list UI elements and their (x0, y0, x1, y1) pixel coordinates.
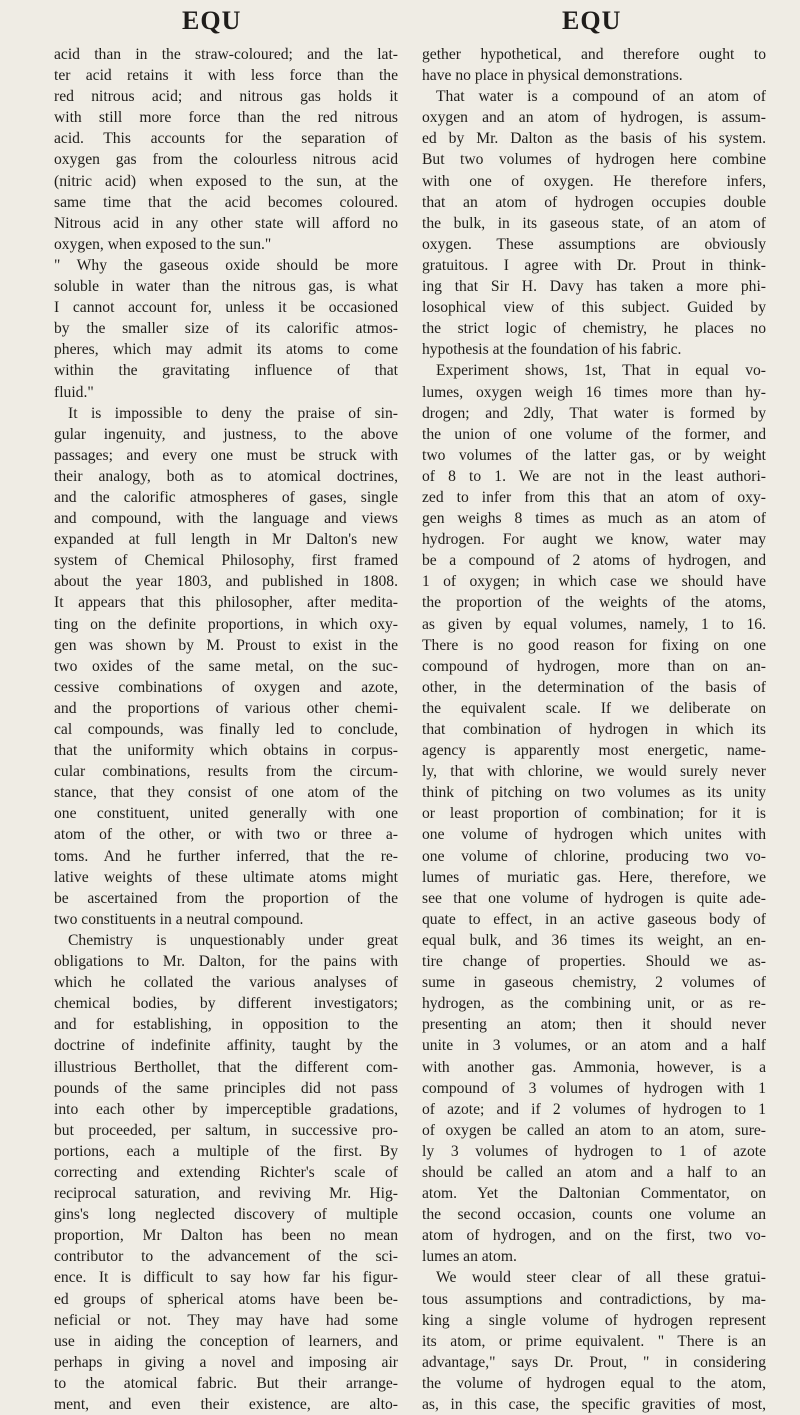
text-line: the volume of hydrogen equal to the atom, (422, 1374, 766, 1392)
text-line: gins's long neglected discovery of multiple (54, 1206, 398, 1224)
text-line: ting on the definite proportions, in which oxy- (54, 615, 398, 633)
text-line: one volume of chlorine, producing two vo- (422, 847, 766, 865)
text-line: king a single volume of hydrogen represent (422, 1311, 766, 1329)
text-line: have no place in physical demonstrations. (422, 67, 683, 85)
text-line: hydrogen. For aught we know, water may (422, 531, 766, 549)
text-line: by the smaller size of its calorific atmos- (54, 320, 398, 338)
text-line: two oxides of the same metal, on the suc- (54, 657, 398, 675)
text-line: Chemistry is unquestionably under great (68, 931, 398, 949)
text-line: and compound, with the language and views (54, 510, 398, 528)
text-line: gen was shown by M. Proust to exist in the (54, 636, 398, 654)
text-line: of azote; and if 2 volumes of hydrogen to 1 (422, 1100, 766, 1118)
text-line: agency is apparently most energetic, name- (422, 742, 766, 760)
text-line: or least proportion of combination; for it is (422, 805, 766, 823)
text-line: same time that the acid becomes coloured. (54, 193, 398, 211)
left-column (54, 44, 398, 1415)
text-line: fluid." (54, 383, 94, 401)
text-line: losophical view of this subject. Guided by (422, 299, 766, 317)
text-line: which he collated the various analyses of (54, 974, 398, 992)
text-line: portions, each a multiple of the first. By (54, 1142, 398, 1160)
text-line: oxygen, when exposed to the sun." (54, 235, 272, 253)
text-line: equal bulk, and 36 times its weight, an en- (422, 931, 766, 949)
text-line: one volume of hydrogen which unites with (422, 826, 766, 844)
text-line: oxygen and an atom of hydrogen, is assum- (422, 109, 766, 127)
text-line: cessive combinations of oxygen and azote, (54, 678, 398, 696)
text-line: pheres, which may admit its atoms to come (54, 341, 398, 359)
text-line: the equivalent scale. If we deliberate on (422, 699, 766, 717)
header-right: EQU (562, 6, 622, 35)
text-line: drogen; and 2dly, That water is formed by (422, 404, 766, 422)
text-line: see that one volume of hydrogen is quite ade- (422, 889, 766, 907)
text-line: atom. Yet the Daltonian Commentator, on (422, 1185, 766, 1203)
text-line: ly 3 volumes of hydrogen to 1 of azote (422, 1142, 766, 1160)
text-line: system of Chemical Philosophy, first framed (54, 552, 398, 570)
text-line: lative weights of these ultimate atoms might (54, 868, 398, 886)
text-line: and the calorific atmospheres of gases, single (54, 488, 398, 506)
text-line: within the gravitating influence of that (54, 362, 398, 380)
text-line: zed to infer from this that an atom of oxy- (422, 488, 766, 506)
text-line: the strict logic of chemistry, he places no (422, 320, 766, 338)
text-line: be a compound of 2 atoms of hydrogen, and (422, 552, 766, 570)
text-line: That water is a compound of an atom of (436, 88, 766, 106)
text-line: lumes, oxygen weigh 16 times more than hy- (422, 383, 766, 401)
text-line: oxygen. These assumptions are obviously (422, 235, 766, 253)
text-line: contributor to the advancement of the sci- (54, 1248, 398, 1266)
text-line: ter acid retains it with less force than the (54, 67, 398, 85)
text-line: with another gas. Ammonia, however, is a (422, 1058, 766, 1076)
text-line: perhaps in giving a novel and imposing air (54, 1353, 398, 1371)
header-left: EQU (182, 6, 242, 35)
text-line: compound of 3 volumes of hydrogen with 1 (422, 1079, 766, 1097)
text-line: to the atomical fabric. But their arrange- (54, 1374, 398, 1392)
text-line: proportion, Mr Dalton has been no mean (54, 1227, 398, 1245)
right-column (422, 44, 766, 1415)
text-line: obligations to Mr. Dalton, for the pains with (54, 953, 398, 971)
text-line: But two volumes of hydrogen here combine (422, 151, 766, 169)
text-line: lumes of muriatic gas. Here, therefore, we (422, 868, 766, 886)
text-line: with one of oxygen. He therefore infers, (422, 172, 766, 190)
text-line: soluble in water than the nitrous gas, is what (54, 278, 398, 296)
text-line: advantage," says Dr. Prout, " in considering (422, 1353, 766, 1371)
text-line: It is impossible to deny the praise of sin- (68, 404, 398, 422)
text-line: atom of hydrogen, and on the first, two vo- (422, 1227, 766, 1245)
text-line: 1 of oxygen; in which case we should have (422, 573, 766, 591)
text-line: oxygen gas from the colourless nitrous acid (54, 151, 398, 169)
text-line: gular ingenuity, and justness, to the above (54, 425, 398, 443)
text-line: but proceeded, per saltum, in successive pro- (54, 1121, 398, 1139)
text-line: other, in the determination of the basis of (422, 678, 766, 696)
text-line: reciprocal saturation, and reviving Mr. Hig- (54, 1185, 398, 1203)
text-line: the second occasion, counts one volume an (422, 1206, 766, 1224)
text-line: about the year 1803, and published in 1808. (54, 573, 398, 591)
text-line: that an atom of hydrogen occupies double (422, 193, 766, 211)
text-line: and the proportions of various other chemi- (54, 699, 398, 717)
text-line: illustrious Berthollet, that the different com- (54, 1058, 398, 1076)
text-line: lumes an atom. (422, 1248, 517, 1266)
text-line: It appears that this philosopher, after medita- (54, 594, 398, 612)
text-line: Nitrous acid in any other state will afford no (54, 214, 398, 232)
text-line: passages; and every one must be struck with (54, 446, 398, 464)
text-line: as, in this case, the specific gravities of most, (422, 1396, 766, 1413)
text-line: gether hypothetical, and therefore ought to (422, 46, 766, 63)
text-line: There is no good reason for fixing on one (422, 636, 766, 654)
text-line: compound of hydrogen, more than on an- (422, 657, 766, 675)
text-line: ing that Sir H. Davy has taken a more phi- (422, 278, 766, 296)
text-line: atom of the other, or with two or three a- (54, 826, 398, 844)
text-line: hydrogen, as the combining unit, or as re- (422, 995, 766, 1013)
text-line: unite in 3 volumes, or an atom and a half (422, 1037, 766, 1055)
text-line: Experiment shows, 1st, That in equal vo- (436, 362, 766, 380)
text-line: pounds of the same principles did not pass (54, 1079, 398, 1097)
text-line: doctrine of indefinite affinity, taught by the (54, 1037, 398, 1055)
text-line: their analogy, both as to atomical doctrines, (54, 467, 398, 485)
text-line: two constituents in a neutral compound. (54, 910, 304, 928)
text-line: into each other by imperceptible gradations, (54, 1100, 398, 1118)
text-line: ence. It is difficult to say how far his figur- (54, 1269, 398, 1287)
text-line: hypothesis at the foundation of his fabric. (422, 341, 682, 359)
text-line: acid. This accounts for the separation of (54, 130, 398, 148)
text-line: cular combinations, results from the circum- (54, 763, 398, 781)
text-line: think of pitching on two volumes as its unity (422, 784, 766, 802)
text-line: presenting an atom; then it should never (422, 1016, 766, 1034)
text-line: ed groups of spherical atoms have been be- (54, 1290, 398, 1308)
text-line: ly, that with chlorine, we would surely never (422, 763, 766, 781)
text-line: gen weighs 8 times as much as an atom of (422, 510, 766, 528)
text-line: two volumes of the latter gas, or by weight (422, 446, 766, 464)
text-line: use in aiding the conception of learners, and (54, 1332, 398, 1350)
text-line: toms. And he further inferred, that the re- (54, 847, 398, 865)
text-line: We would steer clear of all these gratui- (436, 1269, 766, 1287)
text-line: tous assumptions and contradictions, by ma- (422, 1290, 766, 1308)
text-line: should be called an atom and a half to an (422, 1163, 766, 1181)
text-line: as given by equal volumes, namely, 1 to 16. (422, 615, 766, 633)
text-line: one constituent, united generally with one (54, 805, 398, 823)
text-line: neficial or not. They may have had some (54, 1311, 398, 1329)
text-line: and for establishing, in opposition to the (54, 1016, 398, 1034)
text-line: ment, and even their existence, are alto- (54, 1396, 398, 1413)
text-line: sume in gaseous chemistry, 2 volumes of (422, 974, 766, 992)
text-line: correcting and extending Richter's scale of (54, 1163, 398, 1181)
text-line: tire change of properties. Should we as- (422, 953, 766, 971)
text-line: gratuitous. I agree with Dr. Prout in think- (422, 256, 766, 274)
text-line: ed by Mr. Dalton as the basis of his system. (422, 130, 766, 148)
text-line: that the uniformity which obtains in corpus- (54, 742, 398, 760)
text-line: that combination of hydrogen in which its (422, 721, 766, 738)
text-line: be ascertained from the proportion of the (54, 889, 398, 907)
text-line: the union of one volume of the former, and (422, 425, 766, 443)
text-line: of oxygen be called an atom to an atom, sure- (422, 1121, 766, 1139)
text-line: (nitric acid) when exposed to the sun, at the (54, 172, 398, 190)
text-line: expanded at full length in Mr Dalton's new (54, 531, 398, 549)
text-line: acid than in the straw-coloured; and the lat- (54, 46, 398, 63)
text-line: of 8 to 1. We are not in the least authori- (422, 467, 766, 485)
text-line: " Why the gaseous oxide should be more (54, 256, 398, 274)
text-line: with still more force than the red nitrous (54, 109, 398, 127)
running-header (0, 6, 800, 42)
text-line: I cannot account for, unless it be occasioned (54, 299, 398, 317)
text-line: cal compounds, was finally led to conclude, (54, 721, 398, 738)
text-line: chemical bodies, by different investigators; (54, 995, 398, 1013)
text-line: stance, that they consist of one atom of the (54, 784, 398, 802)
text-line: quate to effect, in an active gaseous body of (422, 910, 766, 928)
text-line: the bulk, in its gaseous state, of an atom of (422, 214, 766, 232)
text-line: red nitrous acid; and nitrous gas holds it (54, 88, 398, 106)
text-line: its atom, or prime equivalent. " There is an (422, 1332, 766, 1350)
text-line: the proportion of the weights of the atoms, (422, 594, 766, 612)
